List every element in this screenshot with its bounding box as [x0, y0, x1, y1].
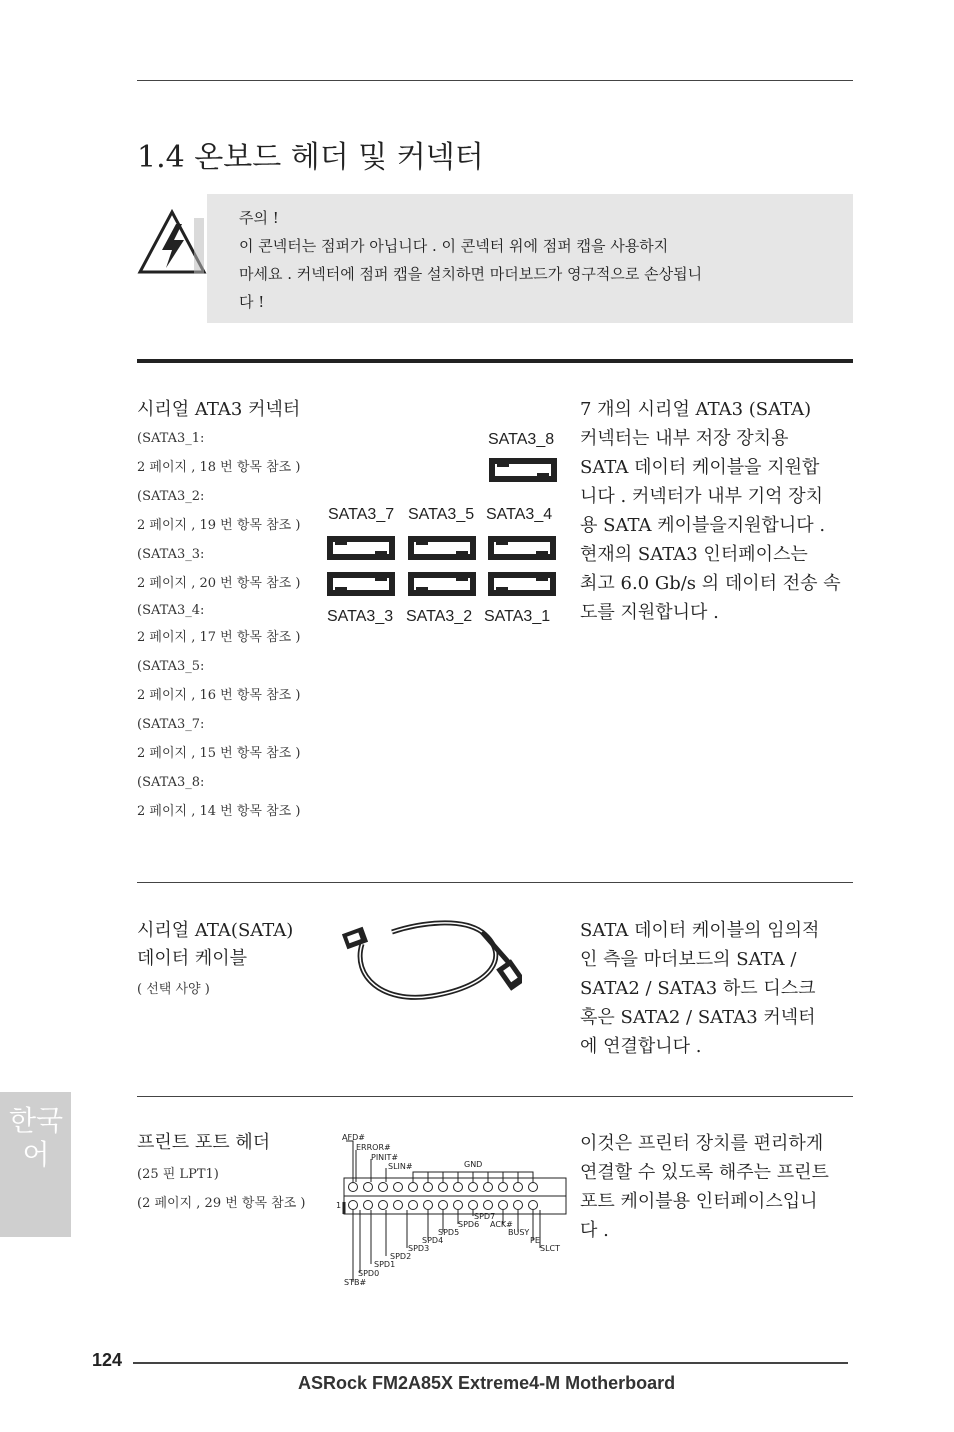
sata-ref-item: 2 페이지 , 19 번 항목 참조 ) [137, 518, 301, 533]
sata3-8-connector [489, 458, 557, 482]
pin-label-pinit: PINIT# [371, 1153, 399, 1162]
sata3-7-connector [327, 536, 395, 560]
page-number: 124 [92, 1350, 123, 1370]
sata-ref-item: (SATA3_3: [137, 547, 205, 562]
pin-label-pe: PE [530, 1236, 540, 1245]
sata-ref-item: (SATA3_7: [137, 717, 205, 732]
sata3-7-label: SATA3_7 [328, 506, 395, 523]
caution-text [239, 204, 702, 316]
pin-label-spd5: SPD5 [438, 1228, 460, 1237]
cable-title-line: 데이터 케이블 [137, 948, 248, 969]
caution-line: 마세요 . 커넥터에 점퍼 캡을 설치하면 마더보드가 영구적으로 손상됩니 [239, 265, 703, 283]
sata-ref-item: 2 페이지 , 18 번 항목 참조 ) [137, 460, 301, 475]
cable-desc-line: SATA2 / SATA3 하드 디스크 [580, 978, 816, 999]
sata-desc-line: 용 SATA 케이블을지원합니다 . [580, 515, 826, 536]
cable-desc-line: SATA 데이터 케이블의 임의적 [580, 920, 820, 941]
pin-label-ack: ACK# [490, 1220, 513, 1229]
sata3-2-label: SATA3_2 [406, 608, 473, 625]
sata-cable-illustration [342, 916, 522, 1004]
pin-label-gnd: GND [464, 1160, 483, 1169]
sata-desc-line: 현재의 SATA3 인터페이스는 [580, 544, 808, 565]
sata-ref-item: 2 페이지 , 20 번 항목 참조 ) [137, 576, 301, 591]
pin-label-stb: STB# [344, 1278, 367, 1287]
sata3-8-label: SATA3_8 [488, 431, 555, 448]
printer-desc-line: 연결할 수 있도록 해주는 프린트 [580, 1162, 829, 1183]
sata3-4-connector [488, 536, 556, 560]
sata3-2-connector [408, 572, 476, 596]
sata3-1-label: SATA3_1 [484, 608, 551, 625]
sata-desc-line: 7 개의 시리얼 ATA3 (SATA) [580, 399, 812, 420]
sata3-3-connector [327, 572, 395, 596]
pin-label-spd2: SPD2 [390, 1252, 412, 1261]
sata-section-title: 시리얼 ATA3 커넥터 [137, 399, 301, 420]
sata-ref-item: (SATA3_5: [137, 659, 205, 674]
pin-label-busy: BUSY [508, 1228, 530, 1237]
sata-ref-item: (SATA3_8: [137, 775, 205, 790]
section-divider [137, 359, 853, 363]
pin-label-spd4: SPD4 [422, 1236, 444, 1245]
sata-description [580, 395, 841, 627]
pin-label-spd6: SPD6 [458, 1220, 480, 1229]
caution-line: 다 ! [239, 293, 265, 311]
cable-optional-note: ( 선택 사양 ) [137, 982, 210, 997]
sata-desc-line: 도를 지원합니다 . [580, 602, 719, 623]
sata-ref-item: 2 페이지 , 14 번 항목 참조 ) [137, 804, 301, 819]
printer-description [580, 1129, 829, 1245]
section-title: 1.4 온보드 헤더 및 커넥터 [137, 140, 484, 175]
pin-label-spd3: SPD3 [408, 1244, 430, 1253]
sata-ref-item: (SATA3_4: [137, 603, 205, 618]
pin-label-afd: AFD# [342, 1133, 365, 1142]
printer-desc-line: 이것은 프린터 장치를 편리하게 [580, 1133, 824, 1154]
cable-desc-line: 혹은 SATA2 / SATA3 커넥터 [580, 1007, 816, 1028]
language-tab-text: 한국어 [8, 1104, 64, 1171]
section-divider [137, 882, 853, 883]
warning-icon [136, 208, 208, 276]
cable-description [580, 916, 819, 1061]
sata-ref-item: (SATA3_1: [137, 431, 205, 446]
printer-pin-count: (25 핀 LPT1) [137, 1167, 219, 1182]
sata-desc-line: SATA 데이터 케이블을 지원합 [580, 457, 820, 478]
top-rule [137, 80, 853, 81]
sata-reference-list [137, 424, 300, 826]
sata-ref-item: 2 페이지 , 16 번 항목 참조 ) [137, 688, 301, 703]
printer-desc-line: 다 . [580, 1220, 609, 1241]
caution-box [207, 194, 853, 323]
sata-ref-item: 2 페이지 , 15 번 항목 참조 ) [137, 746, 301, 761]
cable-desc-line: 인 측을 마더보드의 SATA / [580, 949, 797, 970]
cable-desc-line: 에 연결합니다 . [580, 1036, 702, 1057]
pin-label-error: ERROR# [356, 1143, 391, 1152]
printer-reference: (2 페이지 , 29 번 항목 참조 ) [137, 1196, 306, 1211]
pin-label-spd1: SPD1 [374, 1260, 396, 1269]
sata3-5-label: SATA3_5 [408, 506, 475, 523]
sata-ref-item: 2 페이지 , 17 번 항목 참조 ) [137, 630, 301, 645]
pin-label-pin1: 1 [336, 1201, 342, 1210]
pin-label-spd7: SPD7 [474, 1212, 496, 1221]
footer-model-name: ASRock FM2A85X Extreme4-M Motherboard [298, 1373, 676, 1393]
section-divider [137, 1096, 853, 1097]
pin-label-spd0: SPD0 [358, 1269, 380, 1278]
sata-desc-line: 니다 . 커넥터가 내부 기억 장치 [580, 486, 823, 507]
language-side-tab [0, 1092, 71, 1237]
sata3-5-connector [408, 536, 476, 560]
caution-line: 이 콘넥터는 점퍼가 아닙니다 . 이 콘넥터 위에 점퍼 캡을 사용하지 [239, 237, 669, 255]
pin-label-slin: SLIN# [388, 1162, 413, 1171]
sata-desc-line: 커넥터는 내부 저장 장치용 [580, 428, 789, 449]
pin-label-slct: SLCT [540, 1244, 561, 1253]
printer-section-title: 프린트 포트 헤더 [137, 1132, 271, 1153]
sata-desc-line: 최고 6.0 Gb/s 의 데이터 전송 속 [580, 573, 841, 594]
caution-heading: 주의 ! [239, 209, 279, 227]
footer-rule [133, 1362, 848, 1364]
sata3-4-label: SATA3_4 [486, 506, 553, 523]
printer-header-diagram [330, 1130, 575, 1295]
sata3-3-label: SATA3_3 [327, 608, 394, 625]
printer-desc-line: 포트 케이블용 인터페이스입니 [580, 1191, 818, 1212]
sata-ref-item: (SATA3_2: [137, 489, 205, 504]
cable-section-title [137, 917, 293, 973]
cable-title-line: 시리얼 ATA(SATA) [137, 920, 294, 941]
sata3-1-connector [488, 572, 556, 596]
